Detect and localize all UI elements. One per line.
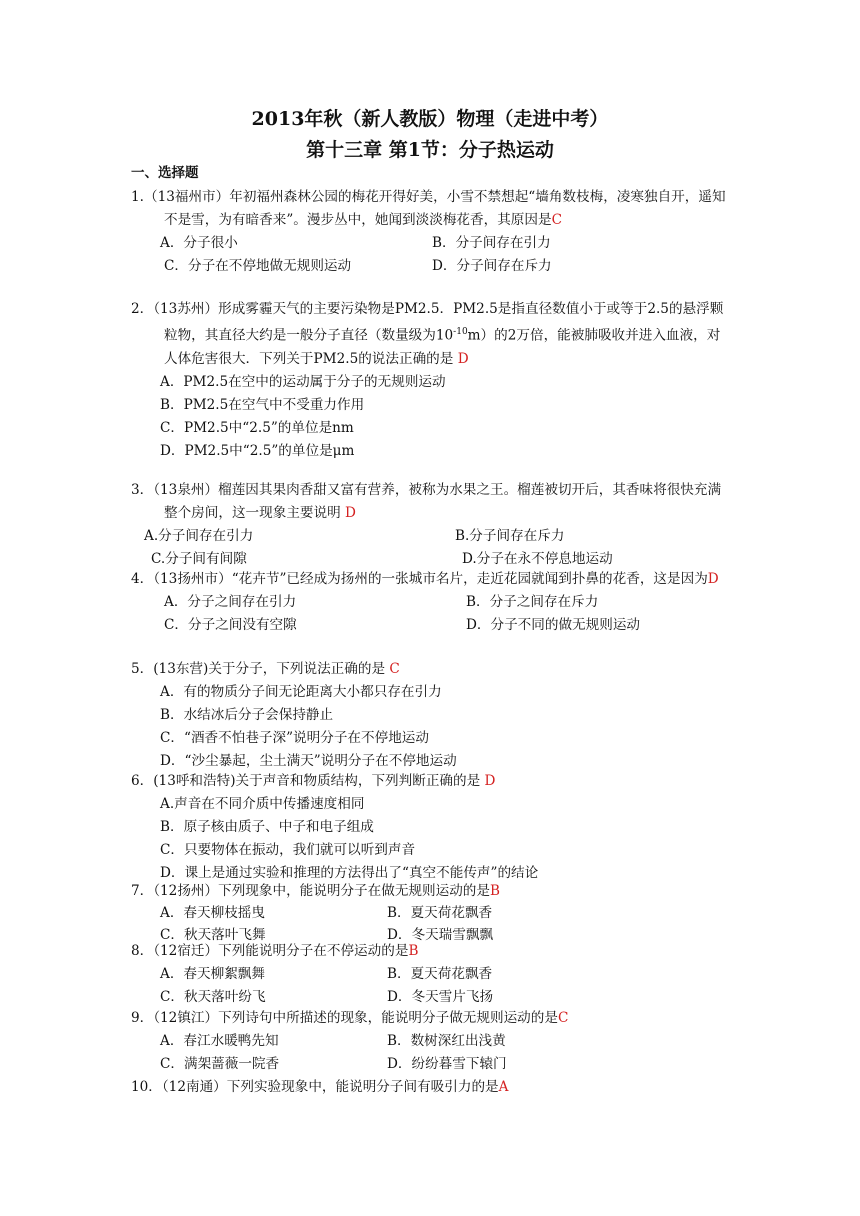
- option-c: C．分子在不停地做无规则运动: [164, 258, 352, 274]
- answer: B: [408, 943, 419, 959]
- exponent: -10: [453, 327, 468, 337]
- question-stem: 9．（12镇江）下列诗句中所描述的现象，能说明分子做无规则运动的是: [131, 1010, 558, 1026]
- question-stem: 10．（12南通）下列实验现象中，能说明分子间有吸引力的是: [131, 1079, 499, 1095]
- chapter-title: 第十三章 第1节：分子热运动: [306, 139, 554, 161]
- option-a: A．春天柳枝摇曳: [160, 905, 265, 921]
- answer: C: [557, 1010, 569, 1026]
- option-d: D．PM2.5中“2.5”的单位是μm: [160, 442, 355, 459]
- option-d: D．冬天瑞雪飘飘: [387, 927, 494, 943]
- option-b: B．分子之间存在斥力: [466, 594, 599, 610]
- question-stem: 8．（12宿迁）下列能说明分子在不停运动的是: [131, 943, 409, 959]
- question-stem: 7．（12扬州）下列现象中，能说明分子在做无规则运动的是: [131, 883, 490, 899]
- option-c: C．满架蔷薇一院香: [160, 1056, 280, 1072]
- option-b: B．PM2.5在空气中不受重力作用: [160, 396, 365, 413]
- option-a: A.分子间存在引力: [144, 528, 254, 544]
- question-stem: 1.（13福州市）年初福州森林公园的梅花开得好美，小雪不禁想起“墙角数枝梅，凌寒独自开，遥知不是雪，为有暗香来”。漫步丛中，她闻到淡淡梅花香，其原因是: [131, 189, 726, 228]
- option-b: B.分子间存在斥力: [455, 528, 565, 544]
- option-d: D．课上是通过实验和推理的方法得出了“真空不能传声”的结论: [160, 865, 539, 881]
- option-d: D．分子不同的做无规则运动: [466, 617, 641, 633]
- option-c: C.分子间有间隙: [151, 551, 247, 567]
- option-a: A．春天柳絮飘舞: [160, 966, 265, 982]
- question-2: [131, 298, 731, 463]
- question-1: [131, 186, 731, 278]
- option-a: A．PM2.5在空中的运动属于分子的无规则运动: [160, 373, 446, 390]
- option-c: C．秋天落叶纷飞: [160, 989, 266, 1005]
- answer: D: [457, 350, 469, 367]
- question-stem-part-1: 2．（13苏州）形成雾霾天气的主要污染物是PM2.5．PM2.5是指直径数值小于或等于2.5的悬浮颗粒物，其直径大约是一般分子直径（数量级为10: [131, 301, 724, 344]
- option-c: C．只要物体在振动，我们就可以听到声音: [160, 842, 416, 858]
- option-d: D．“沙尘暴起，尘土满天”说明分子在不停地运动: [160, 753, 457, 769]
- option-a: A.声音在不同介质中传播速度相同: [160, 796, 365, 812]
- question-10: [131, 1076, 731, 1099]
- answer: C: [389, 661, 400, 677]
- option-b: B．夏天荷花飘香: [387, 905, 493, 921]
- option-c: C．秋天落叶飞舞: [160, 927, 266, 943]
- answer: B: [490, 883, 500, 899]
- question-stem: 3．（13泉州）榴莲因其果肉香甜又富有营养，被称为水果之王。榴莲被切开后，其香味将很快充满整个房间，这一现象主要说明: [131, 482, 722, 521]
- answer: D: [484, 773, 496, 789]
- option-d: D．纷纷暮雪下辕门: [387, 1056, 507, 1072]
- option-a: A．分子很小: [160, 235, 238, 251]
- option-a: A．有的物质分子间无论距离大小都只存在引力: [160, 684, 442, 700]
- option-c: C．PM2.5中“2.5”的单位是nm: [160, 419, 354, 436]
- answer: A: [498, 1079, 509, 1095]
- question-9: [131, 1007, 731, 1076]
- question-6: [131, 770, 731, 885]
- question-stem: 6．(13呼和浩特)关于声音和物质结构，下列判断正确的是: [131, 773, 481, 789]
- option-d: D．冬天雪片飞扬: [387, 989, 494, 1005]
- question-stem-part-2: m）的2万倍，能被肺吸收并进入血液，对人体危害很大．下列关于PM2.5的说法正确的是: [164, 327, 721, 367]
- section-heading: 一、选择题: [131, 165, 199, 181]
- option-b: B．水结冰后分子会保持静止: [160, 707, 334, 723]
- option-b: B．分子间存在引力: [432, 235, 551, 251]
- document-title: 2013年秋（新人教版）物理（走进中考）: [251, 108, 609, 130]
- option-c: C．“酒香不怕巷子深”说明分子在不停地运动: [160, 730, 429, 746]
- option-b: B．夏天荷花飘香: [387, 966, 493, 982]
- question-8: [131, 940, 731, 1009]
- question-5: [131, 658, 731, 773]
- question-7: [131, 880, 731, 946]
- option-d: D.分子在永不停息地运动: [462, 551, 613, 567]
- option-c: C．分子之间没有空隙: [164, 617, 297, 633]
- answer: C: [551, 212, 562, 228]
- option-b: B．数树深红出浅黄: [387, 1033, 506, 1049]
- option-b: B．原子核由质子、中子和电子组成: [160, 819, 374, 835]
- answer: D: [345, 505, 356, 521]
- question-3: [131, 479, 731, 571]
- question-4: [131, 568, 731, 637]
- option-a: A．春江水暖鸭先知: [160, 1033, 279, 1049]
- option-a: A．分子之间存在引力: [164, 594, 297, 610]
- question-stem: 4．（13扬州市）“花卉节”已经成为扬州的一张城市名片，走近花园就闻到扑鼻的花香，这是因为: [131, 571, 708, 587]
- option-d: D．分子间存在斥力: [432, 258, 552, 274]
- answer: D: [707, 571, 719, 587]
- question-stem: 5．(13东营)关于分子，下列说法正确的是: [131, 661, 386, 677]
